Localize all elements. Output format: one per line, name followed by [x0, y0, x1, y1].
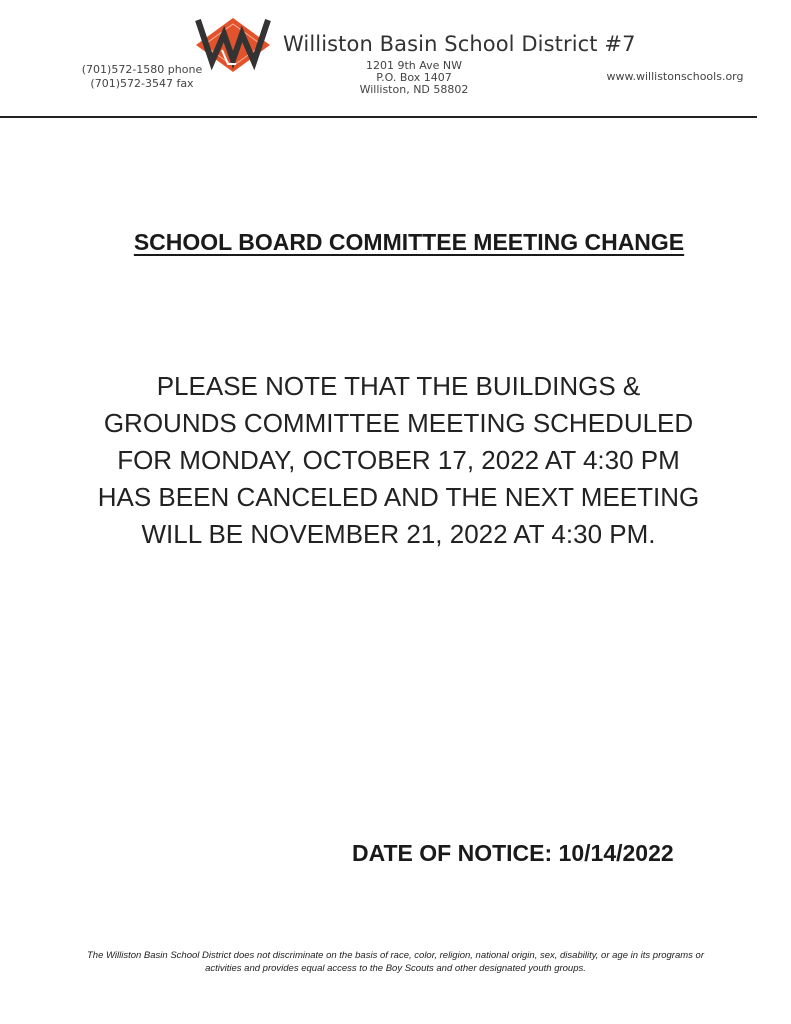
- district-website: www.willistonschools.org: [606, 70, 744, 83]
- notice-body-line: WILL BE NOVEMBER 21, 2022 AT 4:30 PM.: [141, 519, 656, 549]
- disclaimer-line: activities and provides equal access to the Boy Scouts and other designated youth groups.: [205, 963, 586, 974]
- notice-body-line: HAS BEEN CANCELED AND THE NEXT MEETING: [97, 482, 700, 512]
- non-discrimination-disclaimer: [40, 949, 751, 975]
- phone-number: (701)572-1580 phone: [81, 63, 203, 76]
- district-contact: [76, 63, 208, 91]
- address-street: 1201 9th Ave NW: [365, 59, 463, 72]
- disclaimer-line: The Williston Basin School District does not discriminate on the basis of race, color, religion, national origin, sex, disability, or age in its programs or: [87, 950, 704, 961]
- notice-body: [0, 368, 791, 553]
- address-po-box: P.O. Box 1407: [376, 71, 452, 84]
- notice-body-line: PLEASE NOTE THAT THE BUILDINGS &: [156, 371, 641, 401]
- notice-body-line: FOR MONDAY, OCTOBER 17, 2022 AT 4:30 PM: [117, 445, 680, 475]
- letterhead-divider: [0, 116, 757, 118]
- district-address: [352, 60, 476, 96]
- fax-number: (701)572-3547 fax: [90, 77, 194, 90]
- district-name: Williston Basin School District #7: [283, 32, 636, 56]
- address-city: Williston, ND 58802: [359, 83, 469, 96]
- date-of-notice: DATE OF NOTICE: 10/14/2022: [352, 840, 674, 866]
- notice-title: SCHOOL BOARD COMMITTEE MEETING CHANGE: [133, 229, 685, 255]
- notice-body-line: GROUNDS COMMITTEE MEETING SCHEDULED: [103, 408, 694, 438]
- letterhead: [0, 0, 791, 118]
